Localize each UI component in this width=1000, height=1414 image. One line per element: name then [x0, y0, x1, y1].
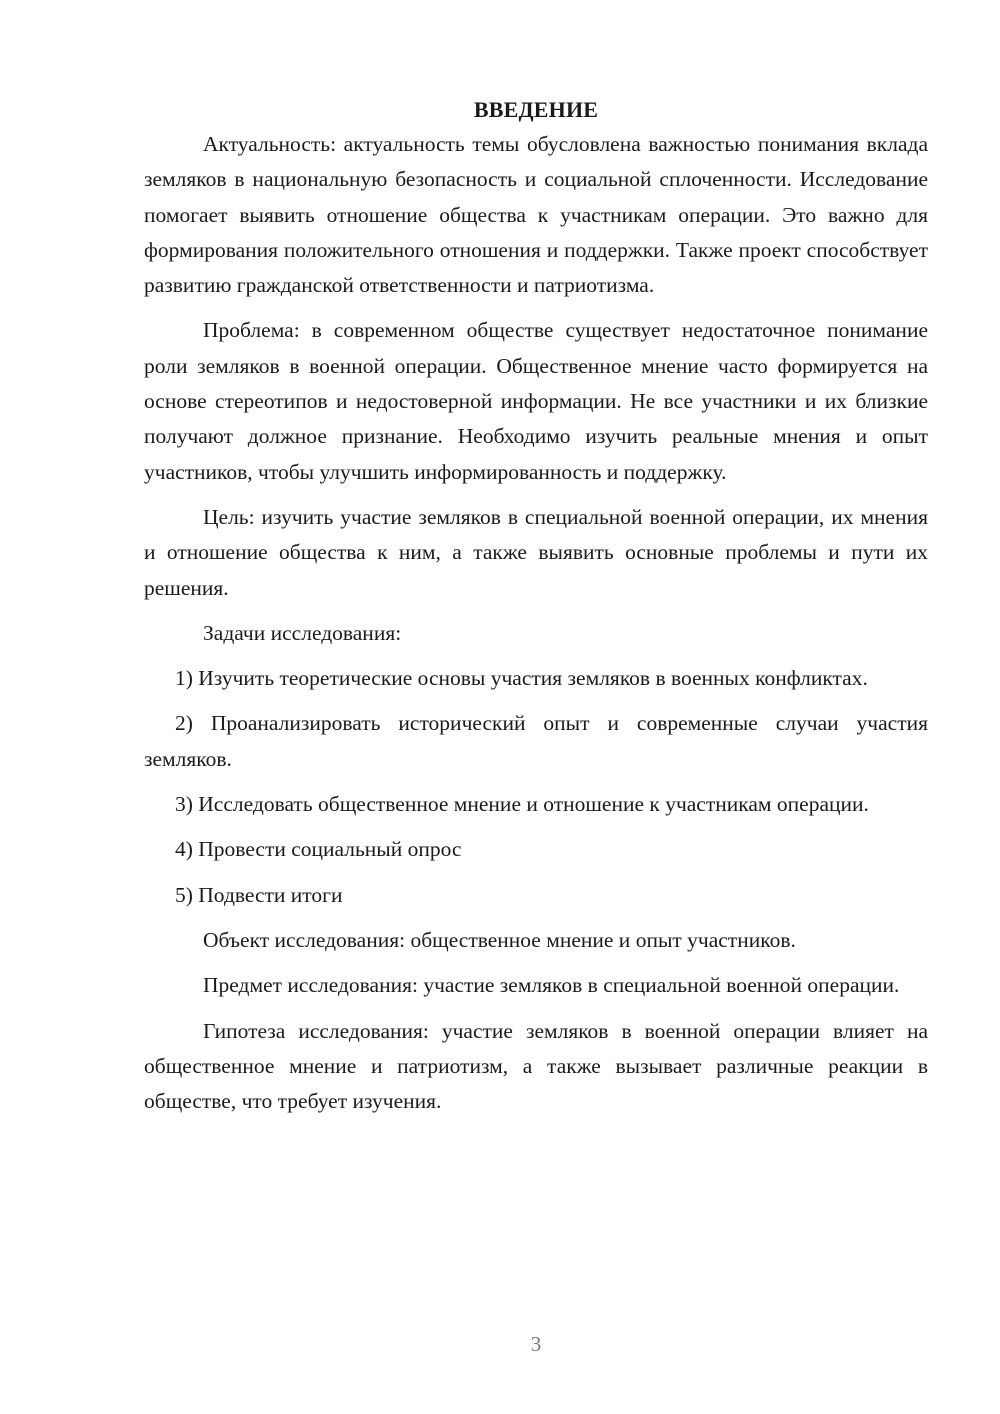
task-item-5: 5) Подвести итоги	[175, 882, 343, 907]
paragraph-hypothesis: Гипотеза исследования: участие земляков в военной операции влияет на общественное мнение и патриотизм, а также вызывает различные реакции в обществе, что требует изучения.	[144, 1018, 928, 1114]
paragraph-object: Объект исследования: общественное мнение и опыт участников.	[203, 927, 796, 952]
task-item-2: 2) Проанализировать исторический опыт и современные случаи участия земляков.	[144, 711, 928, 771]
task-item-1: 1) Изучить теоретические основы участия земляков в военных конфликтах.	[175, 666, 868, 691]
paragraph-goal: Цель: изучить участие земляков в специальной военной операции, их мнения и отношение общества к ним, а также выявить основные проблемы и пути их решения.	[144, 504, 928, 600]
paragraph-subject: Предмет исследования: участие земляков в специальной военной операции.	[203, 973, 900, 998]
page-number: 3	[530, 1332, 542, 1356]
paragraph-relevance: Актуальность: актуальность темы обусловлена важностью понимания вклада земляков в национальную безопасность и социальной сплоченности. Исследование помогает выявить отношение общества к участникам операции. Это важно для формирования положительного отношения и поддержки. Также проект способствует развитию гражданской ответственности и патриотизма.	[144, 132, 928, 298]
paragraph-problem: Проблема: в современном обществе существует недостаточное понимание роли земляков в военной операции. Общественное мнение часто формируется на основе стереотипов и недостоверной информации. Не все участники и их близкие получают должное признание. Необходимо изучить реальные мнения и опыт участников, чтобы улучшить информированность и поддержку.	[144, 318, 928, 484]
task-item-4: 4) Провести социальный опрос	[175, 837, 462, 862]
page-title: ВВЕДЕНИЕ	[473, 97, 599, 122]
tasks-heading: Задачи исследования:	[203, 620, 402, 645]
document-page	[144, 92, 928, 1119]
task-item-3: 3) Исследовать общественное мнение и отношение к участникам операции.	[175, 792, 869, 817]
